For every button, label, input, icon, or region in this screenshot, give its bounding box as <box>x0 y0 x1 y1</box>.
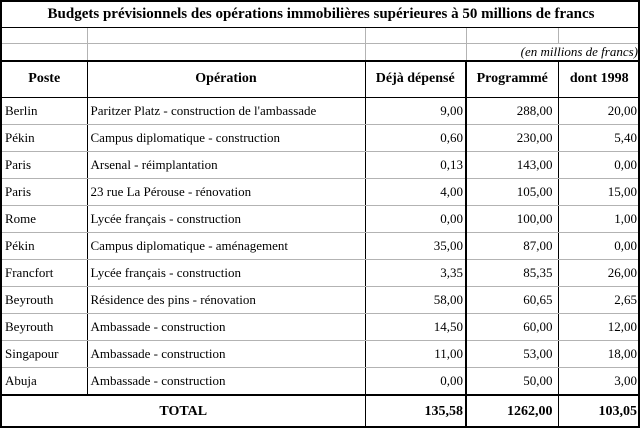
table-row <box>2 152 640 179</box>
cell-poste: Abuja <box>2 368 87 395</box>
budget-table <box>2 2 640 428</box>
cell-programme: 100,00 <box>466 206 558 233</box>
table-title: Budgets prévisionnels des opérations immobilières supérieures à 50 millions de francs <box>2 2 640 27</box>
cell-deja-depense: 0,00 <box>365 206 466 233</box>
unit-note: (en millions de francs) <box>466 43 640 61</box>
cell-dont-1998: 18,00 <box>558 341 640 368</box>
cell-dont-1998: 20,00 <box>558 98 640 125</box>
cell-programme: 288,00 <box>466 98 558 125</box>
cell-dont-1998: 2,65 <box>558 287 640 314</box>
table-row <box>2 260 640 287</box>
spacer-cell <box>558 27 640 43</box>
cell-poste: Pékin <box>2 125 87 152</box>
cell-programme: 60,65 <box>466 287 558 314</box>
cell-dont-1998: 1,00 <box>558 206 640 233</box>
cell-deja-depense: 11,00 <box>365 341 466 368</box>
table-row <box>2 206 640 233</box>
table-row <box>2 125 640 152</box>
cell-poste: Berlin <box>2 98 87 125</box>
cell-operation: Ambassade - construction <box>87 341 365 368</box>
table-row <box>2 98 640 125</box>
table-row <box>2 314 640 341</box>
table-body <box>2 98 640 395</box>
column-header-operation: Opération <box>87 61 365 98</box>
cell-poste: Rome <box>2 206 87 233</box>
table-row <box>2 341 640 368</box>
cell-poste: Singapour <box>2 341 87 368</box>
cell-dont-1998: 3,00 <box>558 368 640 395</box>
table-row <box>2 368 640 395</box>
spacer-cell <box>365 43 466 61</box>
cell-programme: 143,00 <box>466 152 558 179</box>
cell-poste: Beyrouth <box>2 287 87 314</box>
cell-dont-1998: 0,00 <box>558 152 640 179</box>
table-row <box>2 287 640 314</box>
title-row <box>2 2 640 27</box>
cell-programme: 53,00 <box>466 341 558 368</box>
table-row <box>2 179 640 206</box>
cell-deja-depense: 35,00 <box>365 233 466 260</box>
total-programme: 1262,00 <box>466 395 558 428</box>
cell-deja-depense: 4,00 <box>365 179 466 206</box>
column-header-poste: Poste <box>2 61 87 98</box>
cell-deja-depense: 0,00 <box>365 368 466 395</box>
cell-operation: Ambassade - construction <box>87 368 365 395</box>
column-header-programme: Programmé <box>466 61 558 98</box>
spacer-row <box>2 27 640 43</box>
spacer-cell <box>365 27 466 43</box>
cell-operation: Lycée français - construction <box>87 260 365 287</box>
cell-dont-1998: 26,00 <box>558 260 640 287</box>
total-dont-1998: 103,05 <box>558 395 640 428</box>
cell-deja-depense: 3,35 <box>365 260 466 287</box>
cell-programme: 50,00 <box>466 368 558 395</box>
total-row <box>2 395 640 428</box>
cell-operation: Paritzer Platz - construction de l'ambassade <box>87 98 365 125</box>
spacer-cell <box>2 43 87 61</box>
column-header-deja-depense: Déjà dépensé <box>365 61 466 98</box>
cell-poste: Pékin <box>2 233 87 260</box>
total-deja-depense: 135,58 <box>365 395 466 428</box>
cell-dont-1998: 0,00 <box>558 233 640 260</box>
cell-operation: Ambassade - construction <box>87 314 365 341</box>
cell-deja-depense: 0,60 <box>365 125 466 152</box>
cell-operation: Arsenal - réimplantation <box>87 152 365 179</box>
cell-poste: Paris <box>2 152 87 179</box>
spacer-cell <box>87 27 365 43</box>
cell-poste: Paris <box>2 179 87 206</box>
cell-poste: Francfort <box>2 260 87 287</box>
cell-operation: Résidence des pins - rénovation <box>87 287 365 314</box>
spacer-cell <box>2 27 87 43</box>
total-label: TOTAL <box>2 395 365 428</box>
cell-operation: Campus diplomatique - aménagement <box>87 233 365 260</box>
cell-dont-1998: 5,40 <box>558 125 640 152</box>
cell-programme: 105,00 <box>466 179 558 206</box>
table-footer <box>2 395 640 428</box>
cell-deja-depense: 0,13 <box>365 152 466 179</box>
cell-operation: 23 rue La Pérouse - rénovation <box>87 179 365 206</box>
cell-deja-depense: 14,50 <box>365 314 466 341</box>
cell-programme: 87,00 <box>466 233 558 260</box>
cell-programme: 230,00 <box>466 125 558 152</box>
cell-deja-depense: 58,00 <box>365 287 466 314</box>
cell-programme: 85,35 <box>466 260 558 287</box>
cell-operation: Campus diplomatique - construction <box>87 125 365 152</box>
cell-dont-1998: 15,00 <box>558 179 640 206</box>
cell-poste: Beyrouth <box>2 314 87 341</box>
spacer-cell <box>466 27 558 43</box>
cell-operation: Lycée français - construction <box>87 206 365 233</box>
unit-note-row <box>2 43 640 61</box>
cell-dont-1998: 12,00 <box>558 314 640 341</box>
spacer-cell <box>87 43 365 61</box>
cell-programme: 60,00 <box>466 314 558 341</box>
cell-deja-depense: 9,00 <box>365 98 466 125</box>
table-row <box>2 233 640 260</box>
column-header-dont-1998: dont 1998 <box>558 61 640 98</box>
header-row <box>2 61 640 98</box>
